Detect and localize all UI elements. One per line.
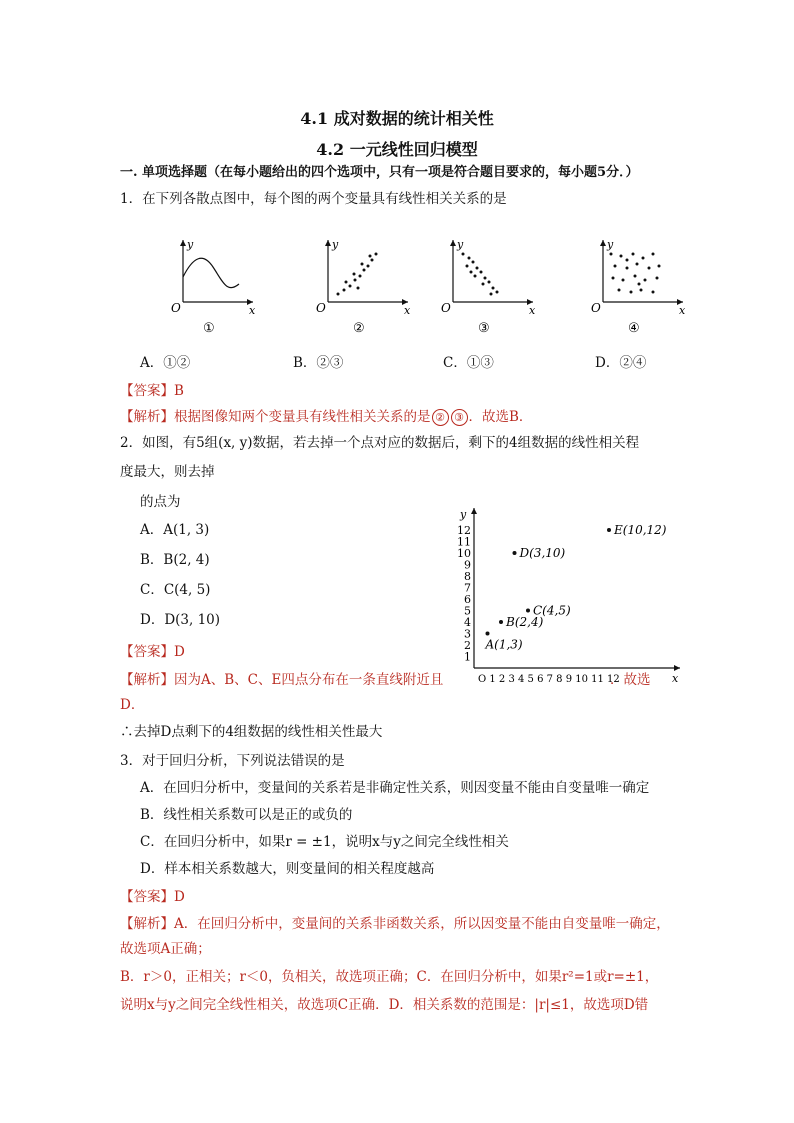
q3-expl-line-1: A．在回归分析中，变量间的关系非函数关系，所以因变量不能由自变量唯一确定， xyxy=(174,916,670,932)
q3-expl-line-4: 说明x与y之间完全线性相关，故选项C正确．D．相关系数的范围是：|r|≤1，故选项D错 xyxy=(120,997,649,1013)
q1-plot3-label: ③ xyxy=(478,321,490,336)
q2-point-label: B(2,4) xyxy=(506,615,544,629)
q2-point xyxy=(486,632,490,636)
q2-answer-tag: 【答案】 xyxy=(120,644,174,660)
q2-y-tick: 11 xyxy=(457,535,471,549)
q1-plot3-ylabel: y xyxy=(457,238,464,251)
title-line-1: 4.1 成对数据的统计相关性 xyxy=(300,109,494,128)
q1-expl-circle-2: ② xyxy=(432,409,449,426)
q2-y-tick: 8 xyxy=(464,570,471,583)
q1-answer-tag: 【答案】 xyxy=(120,383,174,399)
q2-option-b: B．B(2, 4) xyxy=(140,552,210,568)
q1-plot4-origin: O xyxy=(591,301,601,315)
q2-y-tick: 3 xyxy=(464,627,471,641)
q2-y-tick: 5 xyxy=(464,604,471,618)
q1-plot-4 xyxy=(591,238,686,336)
q3-expl-tag: 【解析】 xyxy=(120,916,174,932)
q2-option-c: C．C(4, 5) xyxy=(140,582,211,598)
q1-plot3-xlabel: x xyxy=(529,304,536,317)
q2-y-tick: 2 xyxy=(464,639,471,652)
q2-y-tick: 6 xyxy=(464,593,471,606)
q2-y-tick: 1 xyxy=(464,650,471,664)
q1-expl-post: ．故选B． xyxy=(468,409,533,425)
q1-option-d: D．②④ xyxy=(595,355,647,371)
q3-explanation-1 xyxy=(120,915,670,933)
q2-point xyxy=(526,609,530,613)
q2-point-label: C(4,5) xyxy=(533,603,571,618)
q1-plot1-xlabel: x xyxy=(249,304,256,317)
q2-expl-text: 因为A、B、C、E四点分布在一条直线附近且 xyxy=(174,672,444,688)
q2-answer xyxy=(120,643,185,661)
q2-y-tick: 12 xyxy=(457,524,471,537)
q1-plot1-origin: O xyxy=(171,301,181,315)
q1-plot4-label: ④ xyxy=(628,321,640,336)
q1-plot2-label: ② xyxy=(353,321,365,336)
q3-expl-line-3: B．r＞0，正相关；r＜0，负相关，故选项正确；C．在回归分析中，如果r²=1或r=±1， xyxy=(120,969,659,985)
q2-expl-tail: ．故选 xyxy=(610,672,651,688)
q2-y-label: y xyxy=(460,508,467,521)
q1-expl-pre: 根据图像知两个变量具有线性相关关系的是 xyxy=(174,409,431,425)
q1-answer-value: B xyxy=(174,383,184,399)
section-heading: 一. 单项选择题（在每小题给出的四个选项中，只有一项是符合题目要求的，每小题5分．） xyxy=(120,165,639,180)
q1-option-b: B．②③ xyxy=(293,355,344,371)
q2-y-tick: 10 xyxy=(457,547,471,560)
q1-answer xyxy=(120,382,184,400)
q1-plot4-xlabel: x xyxy=(679,304,686,317)
q2-x-label: x xyxy=(672,672,679,685)
q2-y-tick: 7 xyxy=(464,581,471,595)
q2-explanation xyxy=(120,671,443,689)
q1-plot2-xlabel: x xyxy=(404,304,411,317)
q2-y-tick: 4 xyxy=(464,616,471,629)
q3-option-a: A．在回归分析中，变量间的关系若是非确定性关系，则因变量不能由自变量唯一确定 xyxy=(140,780,650,796)
q2-point-label: D(3,10) xyxy=(519,546,566,560)
q1-plot-3 xyxy=(441,238,536,336)
q1-plot1-label: ① xyxy=(203,321,215,336)
q2-answer-value: D xyxy=(174,644,185,660)
q2-point-label: A(1,3) xyxy=(485,637,523,652)
q1-scatter-figures xyxy=(155,232,695,342)
q1-option-a: A．①② xyxy=(140,355,191,371)
q1-plot4-ylabel: y xyxy=(607,238,614,251)
q2-option-d: D．D(3, 10) xyxy=(140,612,221,628)
q1-plot1-ylabel: y xyxy=(187,238,194,251)
q2-expl-tag: 【解析】 xyxy=(120,672,174,688)
title-line-2: 4.2 一元线性回归模型 xyxy=(316,140,478,159)
q2-point xyxy=(607,528,611,532)
q2-stem-2: 度最大，则去掉 xyxy=(120,464,215,480)
q1-explanation xyxy=(120,408,532,426)
q2-conclusion: ∴去掉D点剩下的4组数据的线性相关性最大 xyxy=(120,724,383,740)
q3-option-c: C．在回归分析中，如果r = ±1，说明x与y之间完全线性相关 xyxy=(140,834,509,850)
q1-plot-1 xyxy=(171,238,256,336)
q3-answer-value: D xyxy=(174,889,185,905)
q3-stem: 3．对于回归分析，下列说法错误的是 xyxy=(120,753,345,769)
q3-expl-line-2: 故选项A正确； xyxy=(120,941,211,957)
q1-option-c: C．①③ xyxy=(443,355,494,371)
q3-option-b: B．线性相关系数可以是正的或负的 xyxy=(140,807,353,823)
q1-plot3-origin: O xyxy=(441,301,451,315)
q1-plot-2 xyxy=(316,238,411,336)
q3-answer xyxy=(120,888,185,906)
q3-answer-tag: 【答案】 xyxy=(120,889,174,905)
q2-stem-1: 2．如图，有5组(x, y)数据，若去掉一个点对应的数据后，剩下的4组数据的线性相关程 xyxy=(120,435,640,451)
q1-plot2-origin: O xyxy=(316,301,326,315)
q2-option-a: A．A(1, 3) xyxy=(140,522,210,538)
q2-x-ticks: O 1 2 3 4 5 6 7 8 9 10 11 12 xyxy=(478,674,620,685)
q1-expl-tag: 【解析】 xyxy=(120,409,174,425)
q2-expl-end: D． xyxy=(120,697,145,713)
q2-scatter-chart xyxy=(450,500,690,690)
q2-point-label: E(10,12) xyxy=(614,523,667,537)
q1-expl-circle-3: ③ xyxy=(451,409,468,426)
q1-plot2-ylabel: y xyxy=(332,238,339,251)
q3-option-d: D．样本相关系数越大，则变量间的相关程度越高 xyxy=(140,861,435,877)
q2-y-tick: 9 xyxy=(464,558,471,572)
q1-stem: 1．在下列各散点图中，每个图的两个变量具有线性相关关系的是 xyxy=(120,191,507,207)
q2-stem-3: 的点为 xyxy=(140,494,181,510)
q2-point xyxy=(499,620,503,624)
q2-point xyxy=(513,551,517,555)
